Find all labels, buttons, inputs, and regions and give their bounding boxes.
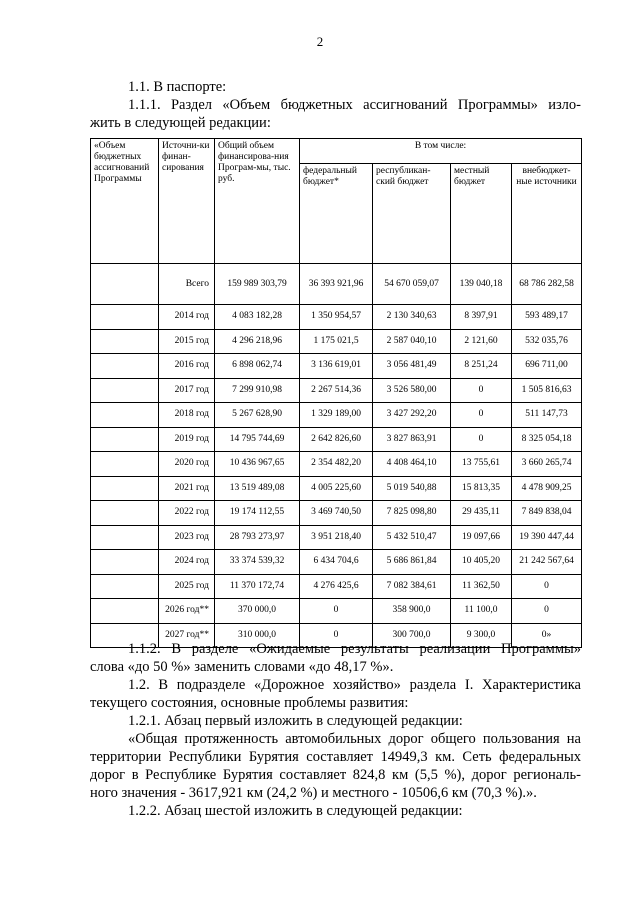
table-cell-extra: 21 242 567,64: [512, 550, 582, 575]
paragraph-1-2-2: 1.2.2. Абзац шестой изложить в следующей редакции:: [128, 803, 463, 819]
table-cell-federal: 6 434 704,6: [300, 550, 373, 575]
table-cell-federal: 2 267 514,36: [300, 378, 373, 403]
table-row: [91, 599, 582, 624]
table-cell-local: 0: [451, 378, 512, 403]
table-cell-extra: 3 660 265,74: [512, 452, 582, 477]
table-cell-republic: 5 432 510,47: [373, 525, 451, 550]
quote-line-3: дорог в Республике Бурятия составляет 824,8 км (5,5 %), дорог региональ-: [90, 767, 581, 783]
table-cell-local: 11 100,0: [451, 599, 512, 624]
table-cell-federal: 3 136 619,01: [300, 354, 373, 379]
table-cell-total: 19 174 112,55: [215, 501, 300, 526]
table-cell-year: 2026 год**: [159, 599, 215, 624]
paragraph-1-1-2-line-1: 1.1.2. В разделе «Ожидаемые результаты реализации Программы»: [128, 641, 581, 657]
paragraph-1-1-1-line-2: жить в следующей редакции:: [90, 115, 271, 131]
table-cell-empty: [91, 501, 159, 526]
table-cell-year: 2023 год: [159, 525, 215, 550]
header-program-budget: «Объем бюджетных ассигнований Программы: [91, 139, 159, 264]
table-cell-extra: 4 478 909,25: [512, 476, 582, 501]
table-row: [91, 378, 582, 403]
quote-line-4: ного значения - 3617,921 км (24,2 %) и местного - 10506,6 км (70,3 %).».: [90, 785, 537, 801]
table-cell-local: 29 435,11: [451, 501, 512, 526]
table-cell-total: 13 519 489,08: [215, 476, 300, 501]
table-cell-total: 14 795 744,69: [215, 427, 300, 452]
table-cell-year: 2015 год: [159, 329, 215, 354]
table-cell-extra: 8 325 054,18: [512, 427, 582, 452]
table-cell-federal: 3 951 218,40: [300, 525, 373, 550]
table-cell-total: 159 989 303,79: [215, 264, 300, 305]
table-cell-federal: 1 175 021,5: [300, 329, 373, 354]
table-cell-total: 33 374 539,32: [215, 550, 300, 575]
page-number: 2: [316, 34, 324, 49]
table-cell-republic: 2 587 040,10: [373, 329, 451, 354]
table-cell-republic: 2 130 340,63: [373, 305, 451, 330]
paragraph-1-1-1-line-1: 1.1.1. Раздел «Объем бюджетных ассигнований Программы» изло-: [128, 97, 581, 113]
table-cell-local: 8 397,91: [451, 305, 512, 330]
table-cell-year: 2022 год: [159, 501, 215, 526]
table-cell-republic: 3 427 292,20: [373, 403, 451, 428]
table-cell-local: 139 040,18: [451, 264, 512, 305]
table-row: [91, 550, 582, 575]
table-cell-republic: 358 900,0: [373, 599, 451, 624]
table-cell-local: 15 813,35: [451, 476, 512, 501]
table-cell-empty: [91, 329, 159, 354]
table-cell-local: 2 121,60: [451, 329, 512, 354]
table-cell-local: 19 097,66: [451, 525, 512, 550]
table-cell-republic: 300 700,0: [373, 623, 451, 648]
table-header-row: [91, 139, 582, 164]
table-cell-year: 2021 год: [159, 476, 215, 501]
table-cell-total: 310 000,0: [215, 623, 300, 648]
paragraph-1-1-2-line-2: слова «до 50 %» заменить словами «до 48,17 %».: [90, 659, 394, 675]
table-row: [91, 452, 582, 477]
table-cell-total: 11 370 172,74: [215, 574, 300, 599]
table-cell-federal: 2 642 826,60: [300, 427, 373, 452]
table-cell-local: 10 405,20: [451, 550, 512, 575]
table-row: [91, 329, 582, 354]
quote-line-2: территории Республики Бурятия составляет 14949,3 км. Сеть федеральных: [90, 749, 581, 765]
paragraph-1-2-line-2: текущего состояния, основные проблемы развития:: [90, 695, 409, 711]
table-cell-local: 0: [451, 403, 512, 428]
budget-table: [90, 138, 582, 648]
table-cell-total: 6 898 062,74: [215, 354, 300, 379]
quote-line-1: «Общая протяженность автомобильных дорог общего пользования на: [128, 731, 581, 747]
table-cell-federal: 36 393 921,96: [300, 264, 373, 305]
table-cell-local: 13 755,61: [451, 452, 512, 477]
table-cell-year: 2016 год: [159, 354, 215, 379]
table-cell-empty: [91, 574, 159, 599]
table-cell-total: 4 296 218,96: [215, 329, 300, 354]
table-cell-extra: 0»: [512, 623, 582, 648]
table-cell-federal: 2 354 482,20: [300, 452, 373, 477]
table-cell-empty: [91, 550, 159, 575]
table-cell-total: 28 793 273,97: [215, 525, 300, 550]
table-cell-total: 4 083 182,28: [215, 305, 300, 330]
table-cell-year: 2018 год: [159, 403, 215, 428]
table-row: [91, 476, 582, 501]
table-cell-empty: [91, 403, 159, 428]
table-cell-extra: 19 390 447,44: [512, 525, 582, 550]
table-row: [91, 427, 582, 452]
table-cell-local: 0: [451, 427, 512, 452]
table-cell-extra: 7 849 838,04: [512, 501, 582, 526]
table-cell-empty: [91, 427, 159, 452]
table-cell-extra: 1 505 816,63: [512, 378, 582, 403]
header-including: В том числе:: [300, 139, 582, 164]
table-cell-empty: [91, 305, 159, 330]
paragraph-1-1: 1.1. В паспорте:: [128, 79, 227, 95]
table-cell-year: Всего: [159, 264, 215, 305]
table-cell-federal: 1 329 189,00: [300, 403, 373, 428]
table-cell-empty: [91, 525, 159, 550]
table-cell-federal: 4 276 425,6: [300, 574, 373, 599]
table-cell-extra: 696 711,00: [512, 354, 582, 379]
table-cell-republic: 3 827 863,91: [373, 427, 451, 452]
header-local-budget: местный бюджет: [451, 164, 512, 264]
table-cell-total: 10 436 967,65: [215, 452, 300, 477]
table-cell-local: 8 251,24: [451, 354, 512, 379]
table-cell-year: 2024 год: [159, 550, 215, 575]
table-cell-republic: 3 056 481,49: [373, 354, 451, 379]
paragraph-1-2-line-1: 1.2. В подразделе «Дорожное хозяйство» раздела I. Характеристика: [128, 677, 581, 693]
table-cell-empty: [91, 452, 159, 477]
table-cell-federal: 1 350 954,57: [300, 305, 373, 330]
table-cell-republic: 5 686 861,84: [373, 550, 451, 575]
table-row: [91, 264, 582, 305]
table-cell-year: 2017 год: [159, 378, 215, 403]
table-cell-republic: 4 408 464,10: [373, 452, 451, 477]
table-cell-empty: [91, 264, 159, 305]
table-cell-year: 2025 год: [159, 574, 215, 599]
table-cell-year: 2020 год: [159, 452, 215, 477]
table-cell-year: 2027 год**: [159, 623, 215, 648]
table-cell-empty: [91, 354, 159, 379]
table-cell-total: 5 267 628,90: [215, 403, 300, 428]
table-cell-republic: 3 526 580,00: [373, 378, 451, 403]
table-cell-extra: 68 786 282,58: [512, 264, 582, 305]
header-extra-budget: внебюджет-ные источники: [512, 164, 582, 264]
table-cell-extra: 593 489,17: [512, 305, 582, 330]
table-cell-republic: 7 082 384,61: [373, 574, 451, 599]
table-row: [91, 501, 582, 526]
table-cell-extra: 532 035,76: [512, 329, 582, 354]
header-funding-sources: Источни-ки финан-сирования: [159, 139, 215, 264]
table-cell-federal: 3 469 740,50: [300, 501, 373, 526]
table-cell-extra: 511 147,73: [512, 403, 582, 428]
table-cell-republic: 5 019 540,88: [373, 476, 451, 501]
table-cell-empty: [91, 599, 159, 624]
header-republic-budget: республикан-ский бюджет: [373, 164, 451, 264]
table-cell-local: 9 300,0: [451, 623, 512, 648]
table-cell-extra: 0: [512, 574, 582, 599]
table-cell-federal: 0: [300, 623, 373, 648]
table-cell-local: 11 362,50: [451, 574, 512, 599]
paragraph-1-2-1: 1.2.1. Абзац первый изложить в следующей редакции:: [128, 713, 463, 729]
table-row: [91, 403, 582, 428]
table-cell-total: 7 299 910,98: [215, 378, 300, 403]
header-total-volume: Общий объем финансирова-ния Програм-мы, тыс. руб.: [215, 139, 300, 264]
table-row: [91, 574, 582, 599]
table-cell-year: 2014 год: [159, 305, 215, 330]
table-cell-federal: 0: [300, 599, 373, 624]
table-cell-empty: [91, 476, 159, 501]
table-cell-extra: 0: [512, 599, 582, 624]
table-cell-federal: 4 005 225,60: [300, 476, 373, 501]
table-cell-total: 370 000,0: [215, 599, 300, 624]
header-federal-budget: федеральный бюджет*: [300, 164, 373, 264]
table-cell-republic: 7 825 098,80: [373, 501, 451, 526]
table-row: [91, 525, 582, 550]
table-row: [91, 354, 582, 379]
table-cell-year: 2019 год: [159, 427, 215, 452]
table-row: [91, 305, 582, 330]
table-cell-republic: 54 670 059,07: [373, 264, 451, 305]
table-cell-empty: [91, 378, 159, 403]
